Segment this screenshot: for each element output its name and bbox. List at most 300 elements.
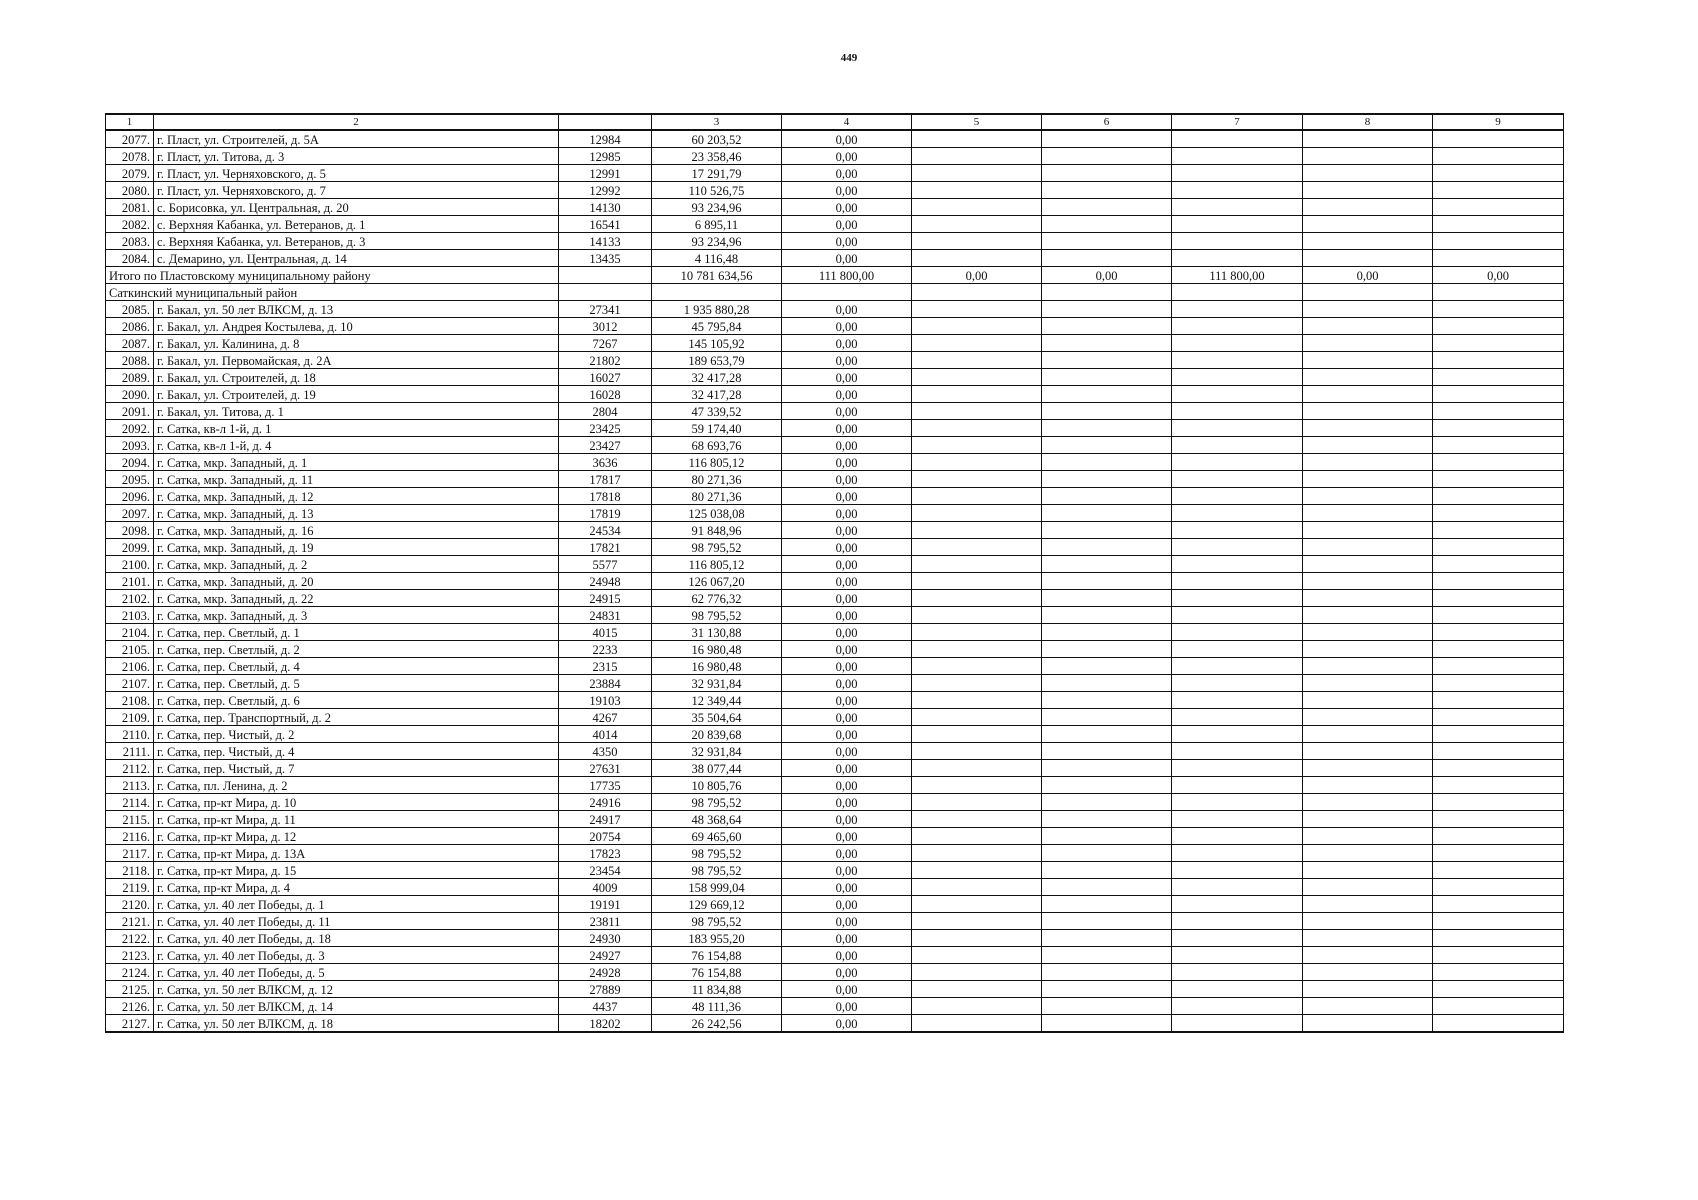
- address-cell: г. Сатка, ул. 50 лет ВЛКСМ, д. 12: [154, 981, 559, 998]
- value-col4-cell: 0,00: [782, 726, 912, 743]
- value-col3-cell: 17 291,79: [652, 165, 782, 182]
- value-col4-cell: 0,00: [782, 420, 912, 437]
- value-col7-cell: [1172, 675, 1303, 692]
- table-row: [106, 199, 1564, 216]
- value-col7-cell: [1172, 998, 1303, 1015]
- value-col7-cell: [1172, 658, 1303, 675]
- value-col3-cell: 32 931,84: [652, 675, 782, 692]
- value-col7-cell: [1172, 692, 1303, 709]
- section-label-cell: Саткинский муниципальный район: [106, 284, 559, 301]
- value-col4-cell: 0,00: [782, 896, 912, 913]
- address-cell: г. Сатка, ул. 40 лет Победы, д. 18: [154, 930, 559, 947]
- value-col7-cell: [1172, 352, 1303, 369]
- value-col9-cell: [1433, 386, 1564, 403]
- value-col4-cell: 0,00: [782, 743, 912, 760]
- table-row: [106, 624, 1564, 641]
- value-col9-cell: [1433, 233, 1564, 250]
- code-cell: 2233: [559, 641, 652, 658]
- value-col6-cell: [1042, 471, 1172, 488]
- value-col7-cell: [1172, 607, 1303, 624]
- value-col9-cell: [1433, 641, 1564, 658]
- value-col7-cell: [1172, 947, 1303, 964]
- row-number-cell: 2079.: [106, 165, 154, 182]
- row-number-cell: 2107.: [106, 675, 154, 692]
- value-col4-cell: 0,00: [782, 216, 912, 233]
- value-col4-cell: 0,00: [782, 811, 912, 828]
- code-cell: 24534: [559, 522, 652, 539]
- row-number-cell: 2102.: [106, 590, 154, 607]
- value-col5-cell: [912, 930, 1042, 947]
- address-cell: г. Сатка, мкр. Западный, д. 19: [154, 539, 559, 556]
- value-col5-cell: [912, 913, 1042, 930]
- value-col3-cell: 16 980,48: [652, 658, 782, 675]
- value-col3-cell: 1 935 880,28: [652, 301, 782, 318]
- table-row: [106, 130, 1564, 148]
- value-col3-cell: 98 795,52: [652, 913, 782, 930]
- value-col4-cell: 0,00: [782, 148, 912, 165]
- value-col3-cell: 76 154,88: [652, 947, 782, 964]
- value-col6-cell: [1042, 522, 1172, 539]
- value-col9-cell: [1433, 437, 1564, 454]
- value-col9-cell: [1433, 624, 1564, 641]
- value-col3-cell: 35 504,64: [652, 709, 782, 726]
- value-col3-cell: 129 669,12: [652, 896, 782, 913]
- table-row: [106, 641, 1564, 658]
- code-cell: 27631: [559, 760, 652, 777]
- value-col7-cell: [1172, 777, 1303, 794]
- value-col7-cell: [1172, 981, 1303, 998]
- value-col3-cell: 116 805,12: [652, 556, 782, 573]
- row-number-cell: 2108.: [106, 692, 154, 709]
- value-col5-cell: [912, 726, 1042, 743]
- value-col4-cell: 0,00: [782, 607, 912, 624]
- value-col4-cell: 0,00: [782, 318, 912, 335]
- value-col6-cell: [1042, 743, 1172, 760]
- value-col3-cell: 38 077,44: [652, 760, 782, 777]
- value-col6-cell: [1042, 369, 1172, 386]
- value-col7-cell: [1172, 828, 1303, 845]
- row-number-cell: 2125.: [106, 981, 154, 998]
- value-col6-cell: [1042, 573, 1172, 590]
- value-col6-cell: [1042, 505, 1172, 522]
- value-col7-cell: [1172, 709, 1303, 726]
- value-col7-cell: [1172, 148, 1303, 165]
- value-col3-cell: 45 795,84: [652, 318, 782, 335]
- value-col5-cell: [912, 130, 1042, 148]
- row-number-cell: 2106.: [106, 658, 154, 675]
- empty-cell: [1303, 284, 1433, 301]
- row-number-cell: 2077.: [106, 130, 154, 148]
- address-cell: г. Сатка, ул. 40 лет Победы, д. 5: [154, 964, 559, 981]
- total-col6-cell: 0,00: [1042, 267, 1172, 284]
- value-col3-cell: 189 653,79: [652, 352, 782, 369]
- value-col9-cell: [1433, 165, 1564, 182]
- address-cell: г. Сатка, пр-кт Мира, д. 13А: [154, 845, 559, 862]
- table-row: [106, 454, 1564, 471]
- value-col3-cell: 98 795,52: [652, 845, 782, 862]
- table-row: [106, 930, 1564, 947]
- value-col5-cell: [912, 386, 1042, 403]
- row-number-cell: 2085.: [106, 301, 154, 318]
- value-col7-cell: [1172, 726, 1303, 743]
- code-cell: 3012: [559, 318, 652, 335]
- value-col9-cell: [1433, 335, 1564, 352]
- value-col9-cell: [1433, 709, 1564, 726]
- value-col4-cell: 0,00: [782, 488, 912, 505]
- value-col9-cell: [1433, 539, 1564, 556]
- value-col4-cell: 0,00: [782, 233, 912, 250]
- value-col9-cell: [1433, 318, 1564, 335]
- row-number-cell: 2116.: [106, 828, 154, 845]
- value-col4-cell: 0,00: [782, 437, 912, 454]
- value-col4-cell: 0,00: [782, 828, 912, 845]
- value-col6-cell: [1042, 964, 1172, 981]
- value-col4-cell: 0,00: [782, 165, 912, 182]
- address-cell: г. Сатка, пер. Транспортный, д. 2: [154, 709, 559, 726]
- value-col5-cell: [912, 505, 1042, 522]
- value-col8-cell: [1303, 556, 1433, 573]
- value-col9-cell: [1433, 454, 1564, 471]
- value-col9-cell: [1433, 301, 1564, 318]
- value-col9-cell: [1433, 879, 1564, 896]
- address-cell: г. Сатка, пер. Чистый, д. 4: [154, 743, 559, 760]
- value-col9-cell: [1433, 913, 1564, 930]
- total-col5-cell: 0,00: [912, 267, 1042, 284]
- value-col8-cell: [1303, 913, 1433, 930]
- value-col8-cell: [1303, 624, 1433, 641]
- code-cell: 18202: [559, 1015, 652, 1033]
- table-row: [106, 488, 1564, 505]
- value-col3-cell: 4 116,48: [652, 250, 782, 267]
- value-col8-cell: [1303, 590, 1433, 607]
- value-col8-cell: [1303, 794, 1433, 811]
- code-cell: 13435: [559, 250, 652, 267]
- value-col4-cell: 0,00: [782, 539, 912, 556]
- value-col7-cell: [1172, 522, 1303, 539]
- value-col9-cell: [1433, 352, 1564, 369]
- value-col8-cell: [1303, 250, 1433, 267]
- value-col4-cell: 0,00: [782, 335, 912, 352]
- header-row: [106, 114, 1564, 130]
- value-col8-cell: [1303, 199, 1433, 216]
- address-cell: г. Сатка, мкр. Западный, д. 16: [154, 522, 559, 539]
- table-row: [106, 964, 1564, 981]
- value-col5-cell: [912, 352, 1042, 369]
- value-col6-cell: [1042, 233, 1172, 250]
- total-col9-cell: 0,00: [1433, 267, 1564, 284]
- code-cell: 23454: [559, 862, 652, 879]
- row-number-cell: 2090.: [106, 386, 154, 403]
- value-col9-cell: [1433, 930, 1564, 947]
- value-col5-cell: [912, 828, 1042, 845]
- code-cell: 14133: [559, 233, 652, 250]
- total-col8-cell: 0,00: [1303, 267, 1433, 284]
- row-number-cell: 2095.: [106, 471, 154, 488]
- value-col5-cell: [912, 420, 1042, 437]
- code-cell: 4014: [559, 726, 652, 743]
- value-col9-cell: [1433, 981, 1564, 998]
- value-col4-cell: 0,00: [782, 862, 912, 879]
- section-row: [106, 284, 1564, 301]
- header-cell: 6: [1042, 114, 1172, 130]
- value-col6-cell: [1042, 437, 1172, 454]
- value-col9-cell: [1433, 573, 1564, 590]
- value-col5-cell: [912, 794, 1042, 811]
- value-col7-cell: [1172, 216, 1303, 233]
- row-number-cell: 2099.: [106, 539, 154, 556]
- value-col8-cell: [1303, 454, 1433, 471]
- value-col9-cell: [1433, 216, 1564, 233]
- value-col4-cell: 0,00: [782, 777, 912, 794]
- value-col7-cell: [1172, 913, 1303, 930]
- value-col6-cell: [1042, 420, 1172, 437]
- value-col4-cell: 0,00: [782, 386, 912, 403]
- row-number-cell: 2117.: [106, 845, 154, 862]
- value-col6-cell: [1042, 403, 1172, 420]
- value-col3-cell: 12 349,44: [652, 692, 782, 709]
- value-col6-cell: [1042, 930, 1172, 947]
- value-col3-cell: 32 417,28: [652, 369, 782, 386]
- code-cell: 5577: [559, 556, 652, 573]
- address-cell: г. Пласт, ул. Титова, д. 3: [154, 148, 559, 165]
- value-col8-cell: [1303, 828, 1433, 845]
- header-cell: 2: [154, 114, 559, 130]
- empty-cell: [912, 284, 1042, 301]
- address-cell: г. Бакал, ул. Титова, д. 1: [154, 403, 559, 420]
- code-cell: 24916: [559, 794, 652, 811]
- value-col7-cell: [1172, 811, 1303, 828]
- value-col8-cell: [1303, 216, 1433, 233]
- address-cell: г. Бакал, ул. Андрея Костылева, д. 10: [154, 318, 559, 335]
- value-col7-cell: [1172, 301, 1303, 318]
- header-cell: 7: [1172, 114, 1303, 130]
- summary-label-cell: Итого по Пластовскому муниципальному району: [106, 267, 559, 284]
- value-col5-cell: [912, 369, 1042, 386]
- table-row: [106, 352, 1564, 369]
- table-row: [106, 471, 1564, 488]
- value-col4-cell: 0,00: [782, 250, 912, 267]
- address-cell: г. Сатка, пер. Светлый, д. 6: [154, 692, 559, 709]
- value-col8-cell: [1303, 981, 1433, 998]
- row-number-cell: 2101.: [106, 573, 154, 590]
- value-col5-cell: [912, 590, 1042, 607]
- value-col8-cell: [1303, 1015, 1433, 1033]
- value-col8-cell: [1303, 709, 1433, 726]
- value-col7-cell: [1172, 386, 1303, 403]
- value-col4-cell: 0,00: [782, 658, 912, 675]
- value-col8-cell: [1303, 998, 1433, 1015]
- value-col8-cell: [1303, 505, 1433, 522]
- value-col6-cell: [1042, 624, 1172, 641]
- value-col8-cell: [1303, 658, 1433, 675]
- value-col5-cell: [912, 182, 1042, 199]
- value-col4-cell: 0,00: [782, 130, 912, 148]
- value-col7-cell: [1172, 454, 1303, 471]
- value-col8-cell: [1303, 641, 1433, 658]
- value-col8-cell: [1303, 964, 1433, 981]
- value-col3-cell: 23 358,46: [652, 148, 782, 165]
- row-number-cell: 2127.: [106, 1015, 154, 1033]
- value-col7-cell: [1172, 930, 1303, 947]
- table-row: [106, 148, 1564, 165]
- value-col5-cell: [912, 318, 1042, 335]
- value-col6-cell: [1042, 947, 1172, 964]
- address-cell: г. Сатка, пл. Ленина, д. 2: [154, 777, 559, 794]
- code-cell: 17735: [559, 777, 652, 794]
- table-row: [106, 675, 1564, 692]
- value-col8-cell: [1303, 471, 1433, 488]
- value-col4-cell: 0,00: [782, 403, 912, 420]
- table-row: [106, 896, 1564, 913]
- row-number-cell: 2114.: [106, 794, 154, 811]
- value-col6-cell: [1042, 335, 1172, 352]
- value-col8-cell: [1303, 675, 1433, 692]
- address-cell: с. Борисовка, ул. Центральная, д. 20: [154, 199, 559, 216]
- code-cell: [559, 267, 652, 284]
- header-cell: 4: [782, 114, 912, 130]
- code-cell: 2315: [559, 658, 652, 675]
- row-number-cell: 2109.: [106, 709, 154, 726]
- value-col7-cell: [1172, 743, 1303, 760]
- value-col4-cell: 0,00: [782, 590, 912, 607]
- value-col9-cell: [1433, 369, 1564, 386]
- address-cell: г. Сатка, ул. 40 лет Победы, д. 3: [154, 947, 559, 964]
- table-row: [106, 233, 1564, 250]
- code-cell: 12991: [559, 165, 652, 182]
- value-col3-cell: 116 805,12: [652, 454, 782, 471]
- value-col9-cell: [1433, 964, 1564, 981]
- value-col9-cell: [1433, 199, 1564, 216]
- address-cell: г. Сатка, мкр. Западный, д. 12: [154, 488, 559, 505]
- address-cell: г. Сатка, мкр. Западный, д. 1: [154, 454, 559, 471]
- value-col8-cell: [1303, 352, 1433, 369]
- value-col6-cell: [1042, 386, 1172, 403]
- row-number-cell: 2120.: [106, 896, 154, 913]
- address-cell: г. Сатка, ул. 40 лет Победы, д. 1: [154, 896, 559, 913]
- address-cell: г. Сатка, мкр. Западный, д. 13: [154, 505, 559, 522]
- value-col5-cell: [912, 692, 1042, 709]
- value-col6-cell: [1042, 845, 1172, 862]
- value-col3-cell: 145 105,92: [652, 335, 782, 352]
- value-col8-cell: [1303, 811, 1433, 828]
- address-cell: г. Сатка, пр-кт Мира, д. 15: [154, 862, 559, 879]
- row-number-cell: 2126.: [106, 998, 154, 1015]
- value-col4-cell: 0,00: [782, 454, 912, 471]
- value-col5-cell: [912, 233, 1042, 250]
- value-col4-cell: 0,00: [782, 199, 912, 216]
- value-col6-cell: [1042, 641, 1172, 658]
- table-row: [106, 658, 1564, 675]
- table-row: [106, 335, 1564, 352]
- value-col9-cell: [1433, 845, 1564, 862]
- code-cell: 24930: [559, 930, 652, 947]
- value-col3-cell: 48 368,64: [652, 811, 782, 828]
- value-col4-cell: 0,00: [782, 879, 912, 896]
- code-cell: 12992: [559, 182, 652, 199]
- value-col5-cell: [912, 573, 1042, 590]
- value-col8-cell: [1303, 420, 1433, 437]
- value-col5-cell: [912, 845, 1042, 862]
- value-col5-cell: [912, 216, 1042, 233]
- value-col5-cell: [912, 777, 1042, 794]
- address-cell: г. Сатка, пер. Светлый, д. 2: [154, 641, 559, 658]
- code-cell: 24928: [559, 964, 652, 981]
- row-number-cell: 2082.: [106, 216, 154, 233]
- value-col8-cell: [1303, 862, 1433, 879]
- address-cell: г. Сатка, ул. 40 лет Победы, д. 11: [154, 913, 559, 930]
- table-row: [106, 250, 1564, 267]
- address-cell: г. Сатка, мкр. Западный, д. 3: [154, 607, 559, 624]
- value-col3-cell: 16 980,48: [652, 641, 782, 658]
- table-row: [106, 437, 1564, 454]
- address-cell: г. Сатка, пер. Чистый, д. 7: [154, 760, 559, 777]
- code-cell: 12984: [559, 130, 652, 148]
- total-col3-cell: 10 781 634,56: [652, 267, 782, 284]
- value-col8-cell: [1303, 148, 1433, 165]
- code-cell: 4267: [559, 709, 652, 726]
- table-row: [106, 505, 1564, 522]
- table-row: [106, 998, 1564, 1015]
- value-col5-cell: [912, 556, 1042, 573]
- code-cell: 7267: [559, 335, 652, 352]
- value-col6-cell: [1042, 777, 1172, 794]
- value-col3-cell: 31 130,88: [652, 624, 782, 641]
- code-cell: 3636: [559, 454, 652, 471]
- value-col3-cell: 98 795,52: [652, 794, 782, 811]
- value-col4-cell: 0,00: [782, 573, 912, 590]
- address-cell: г. Сатка, ул. 50 лет ВЛКСМ, д. 18: [154, 1015, 559, 1033]
- code-cell: 16028: [559, 386, 652, 403]
- address-cell: г. Бакал, ул. Строителей, д. 19: [154, 386, 559, 403]
- value-col7-cell: [1172, 760, 1303, 777]
- value-col9-cell: [1433, 726, 1564, 743]
- row-number-cell: 2092.: [106, 420, 154, 437]
- code-cell: 21802: [559, 352, 652, 369]
- row-number-cell: 2113.: [106, 777, 154, 794]
- value-col9-cell: [1433, 403, 1564, 420]
- value-col9-cell: [1433, 488, 1564, 505]
- value-col6-cell: [1042, 726, 1172, 743]
- value-col8-cell: [1303, 403, 1433, 420]
- value-col8-cell: [1303, 692, 1433, 709]
- row-number-cell: 2084.: [106, 250, 154, 267]
- value-col5-cell: [912, 964, 1042, 981]
- row-number-cell: 2088.: [106, 352, 154, 369]
- value-col6-cell: [1042, 658, 1172, 675]
- value-col5-cell: [912, 862, 1042, 879]
- value-col3-cell: 32 931,84: [652, 743, 782, 760]
- code-cell: 16027: [559, 369, 652, 386]
- value-col7-cell: [1172, 845, 1303, 862]
- value-col4-cell: 0,00: [782, 471, 912, 488]
- value-col3-cell: 110 526,75: [652, 182, 782, 199]
- value-col4-cell: 0,00: [782, 794, 912, 811]
- value-col9-cell: [1433, 607, 1564, 624]
- value-col5-cell: [912, 148, 1042, 165]
- value-col5-cell: [912, 437, 1042, 454]
- value-col9-cell: [1433, 675, 1564, 692]
- address-cell: г. Сатка, пер. Светлый, д. 1: [154, 624, 559, 641]
- value-col3-cell: 80 271,36: [652, 488, 782, 505]
- value-col8-cell: [1303, 318, 1433, 335]
- value-col7-cell: [1172, 199, 1303, 216]
- value-col6-cell: [1042, 828, 1172, 845]
- value-col3-cell: 26 242,56: [652, 1015, 782, 1033]
- value-col9-cell: [1433, 794, 1564, 811]
- table-row: [106, 386, 1564, 403]
- value-col5-cell: [912, 811, 1042, 828]
- code-cell: 27341: [559, 301, 652, 318]
